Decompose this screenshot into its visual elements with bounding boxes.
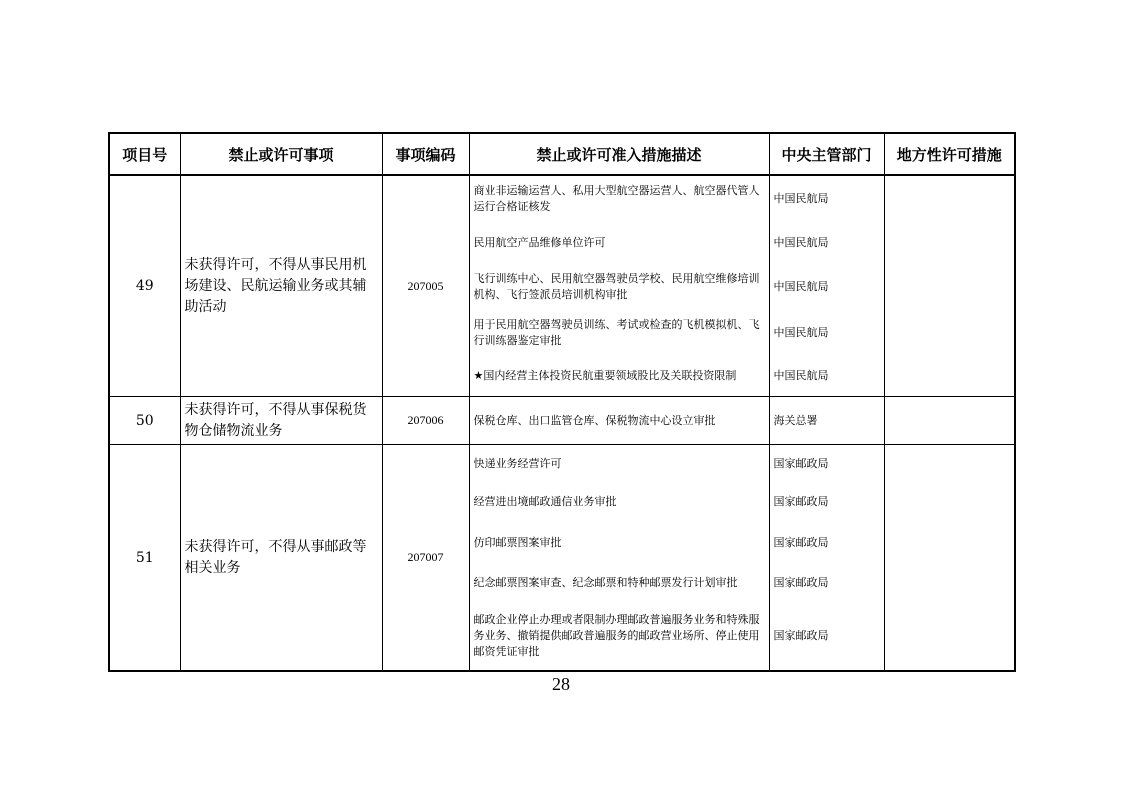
measure-descriptions [469,397,769,445]
department: 国家邮政局 [773,535,829,549]
department: 中国民航局 [773,191,829,205]
header-item-no: 项目号 [109,133,180,175]
header-description: 禁止或许可准入措施描述 [469,133,769,175]
item-code: 207006 [382,397,469,445]
measure-description: 用于民用航空器驾驶员训练、考试或检查的飞机模拟机、飞行训练器鉴定审批 [473,317,760,347]
measure-departments [769,445,884,672]
local-measures [884,445,1015,672]
measure-description: 仿印邮票图案审批 [473,535,562,549]
table-header-row [109,133,1015,175]
measure-descriptions [469,445,769,672]
department: 国家邮政局 [773,495,829,508]
measure-description: 保税仓库、出口监管仓库、保税物流中心设立审批 [473,413,716,427]
table-row [109,445,1015,672]
measure-departments [769,175,884,397]
table-row [109,175,1015,397]
measure-description: 商业非运输运营人、私用大型航空器运营人、航空器代管人运行合格证核发 [473,183,760,213]
local-measures [884,175,1015,397]
measure-description: 纪念邮票图案审查、纪念邮票和特种邮票发行计划审批 [473,576,738,589]
measure-description: 飞行训练中心、民用航空器驾驶员学校、民用航空维修培训机构、飞行签派员培训机构审批 [473,271,760,301]
item-number: 50 [109,397,180,445]
table-row [109,397,1015,445]
local-measures [884,397,1015,445]
permit-table-container [108,132,1014,672]
item-code: 207007 [382,445,469,672]
item-name: 未获得许可，不得从事民用机场建设、民航运输业务或其辅助活动 [180,175,382,397]
measure-description: 邮政企业停止办理或者限制办理邮政普遍服务业务和特殊服务业务、撤销提供邮政普遍服务的邮政营业场所、停止使用邮资凭证审批 [473,613,760,658]
department: 国家邮政局 [773,456,829,470]
measure-description: 经营进出境邮政通信业务审批 [473,495,617,508]
department: 中国民航局 [773,369,829,382]
header-department: 中央主管部门 [769,133,884,175]
item-name: 未获得许可，不得从事邮政等相关业务 [180,445,382,672]
header-item: 禁止或许可事项 [180,133,382,175]
department: 中国民航局 [773,325,829,339]
item-name: 未获得许可，不得从事保税货物仓储物流业务 [180,397,382,445]
page-number: 28 [552,674,570,694]
permit-table [108,132,1016,672]
department: 中国民航局 [773,235,829,249]
header-local-measures: 地方性许可措施 [884,133,1015,175]
department: 国家邮政局 [773,629,829,642]
item-code: 207005 [382,175,469,397]
measure-descriptions [469,175,769,397]
measure-departments [769,397,884,445]
item-number: 49 [109,175,180,397]
department: 海关总署 [773,413,818,427]
measure-description: 民用航空产品维修单位许可 [473,235,606,249]
header-code: 事项编码 [382,133,469,175]
department: 中国民航局 [773,279,829,293]
department: 国家邮政局 [773,576,829,589]
item-number: 51 [109,445,180,672]
measure-description: 快递业务经营许可 [473,456,562,470]
measure-description: ★国内经营主体投资民航重要领域股比及关联投资限制 [473,369,737,382]
